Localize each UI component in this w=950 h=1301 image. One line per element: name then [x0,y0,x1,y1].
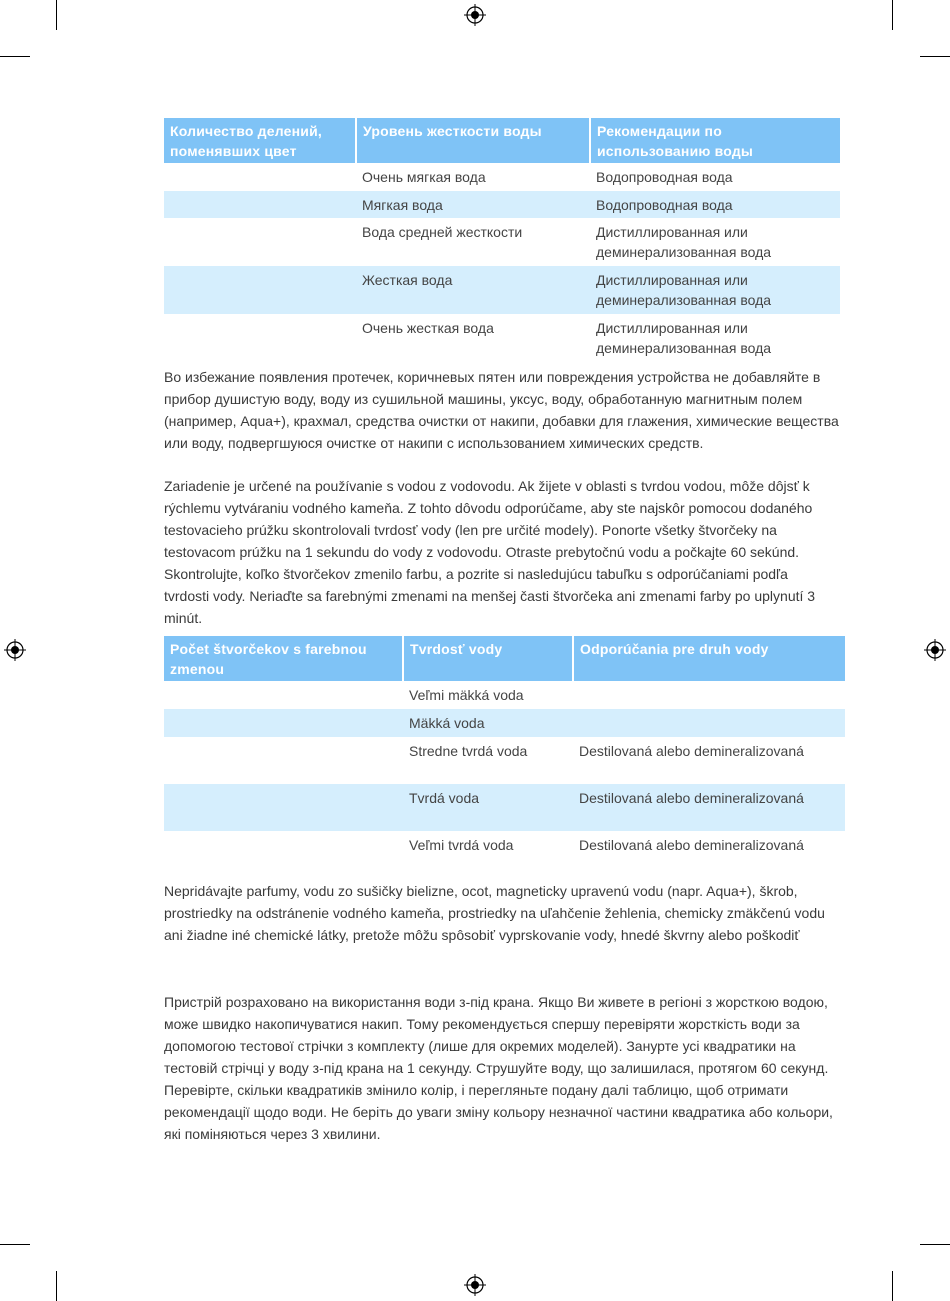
recommendation-cell: Destilovaná alebo demineralizovaná [573,784,845,831]
crop-mark [0,1244,30,1245]
hardness-cell: Очень жесткая вода [362,320,494,336]
table-row [164,314,840,362]
registration-mark-icon [464,4,486,26]
column-header-hardness: Уровень жесткости воды [356,118,590,163]
crop-mark [0,56,30,57]
table-header-row [164,636,845,681]
hardness-cell: Veľmi tvrdá voda [409,837,514,853]
count-cell [164,709,403,737]
paragraph-sk-warning: Nepridávajte parfumy, vodu zo sušičky bielizne, ocot, magneticky upravenú vodu (napr. Aqua+), škrob, prostriedky na odstránenie vodného kameňa, prostriedky na uľahčenie žehlenia, chemicky zmäkčenú vodu ani žiadne iné chemické látky, pretože môžu spôsobiť vyprskovanie vody, hnedé škvrny alebo poškodiť [164,883,825,943]
count-cell [164,831,403,878]
water-hardness-table-ru [164,118,840,362]
count-cell [164,266,356,314]
column-header-recommendation: Odporúčania pre druh vody [573,636,845,681]
column-header-count: Количество делений, поменявших цвет [164,118,356,163]
table-row [164,831,845,878]
recommendation-cell: Водопроводная вода [596,169,733,185]
crop-mark [56,1271,57,1301]
recommendation-cell: Водопроводная вода [590,191,840,218]
registration-mark-icon [464,1274,486,1296]
hardness-cell: Очень мягкая вода [362,169,486,185]
hardness-cell: Tvrdá voda [403,784,573,831]
hardness-cell: Stredne tvrdá voda [409,743,528,759]
table-row [164,681,845,709]
paragraph-uk: Пристрій розраховано на використання води з-під крана. Якщо Ви живете в регіоні з жорсткою водою, може швидко накопичуватися накип. Тому рекомендується спершу перевіряти жорсткість води за допомогою тестової стрічки з комплекту (лише для окремих моделей). Занурте усі квадратики на тестовій стрічці у воду з-під крана на 1 секунду. Струшуйте воду, що залишилася, протягом 60 секунд. Перевірте, скільки квадратиків змінило колір, і перегляньте подану далі таблицю, щоб отримати рекомендації щодо води. Не беріть до уваги зміну кольору незначної частини квадратика або кольори, які поміняються через 3 хвилини. [164,994,833,1142]
column-header-hardness: Tvrdosť vody [403,636,573,681]
hardness-cell: Мягкая вода [356,191,590,218]
count-cell [164,314,356,362]
hardness-cell: Mäkká voda [403,709,573,737]
recommendation-cell: Destilovaná alebo demineralizovaná [579,837,804,853]
table-row [164,218,840,266]
column-header-count: Počet štvorčekov s farebnou zmenou [164,636,403,681]
crop-mark [892,0,893,30]
crop-mark [920,56,950,57]
recommendation-cell [573,681,845,709]
count-cell [164,681,403,709]
recommendation-cell [573,709,845,737]
registration-mark-icon [924,639,946,661]
registration-mark-icon [4,639,26,661]
count-cell [164,163,356,191]
count-cell [164,737,403,784]
table-row [164,784,845,831]
crop-mark [892,1271,893,1301]
hardness-cell: Жесткая вода [356,266,590,314]
count-cell [164,191,356,218]
column-header-recommendation: Рекомендации по использованию воды [590,118,840,163]
table-row [164,266,840,314]
table-row [164,737,845,784]
hardness-cell: Veľmi mäkká voda [409,687,524,703]
table-row [164,709,845,737]
count-cell [164,784,403,831]
paragraph-sk-intro: Zariadenie je určené na používanie s vodou z vodovodu. Ak žijete v oblasti s tvrdou vodou, môže dôjsť k rýchlemu vytváraniu vodného kameňa. Z tohto dôvodu odporúčame, aby ste najskôr pomocou dodaného testovacieho prúžku skontrolovali tvrdosť vody (len pre určité modely). Ponorte všetky štvorčeky na testovacom prúžku na 1 sekundu do vody z vodovodu. Otraste prebytočnú vodu a počkajte 60 sekúnd. Skontrolujte, koľko štvorčekov zmenilo farbu, a pozrite si nasledujúcu tabuľku s odporúčaniami podľa tvrdosti vody. Neriaďte sa farebnými zmenami na menšej časti štvorčeka ani zmenami farby po uplynutí 3 minút. [164,478,816,626]
crop-mark [56,0,57,30]
table-row [164,191,840,218]
table-row [164,163,840,191]
water-hardness-table-sk [164,636,845,878]
recommendation-cell: Destilovaná alebo demineralizovaná [579,743,804,759]
recommendation-cell: Дистиллированная или деминерализованная вода [596,320,772,356]
paragraph-ru: Во избежание появления протечек, коричневых пятен или повреждения устройства не добавляйте в прибор душистую воду, воду из сушильной машины, уксус, воду, обработанную магнитным полем (например, Aqua+), крахмал, средства очистки от накипи, добавки для глажения, химические вещества или воду, подвергшуюся очистке от накипи с использованием химических средств. [164,369,839,451]
count-cell [164,218,356,266]
recommendation-cell: Дистиллированная или деминерализованная вода [596,224,772,260]
recommendation-cell: Дистиллированная или деминерализованная вода [590,266,840,314]
crop-mark [920,1244,950,1245]
table-header-row [164,118,840,163]
hardness-cell: Вода средней жесткости [362,224,523,240]
